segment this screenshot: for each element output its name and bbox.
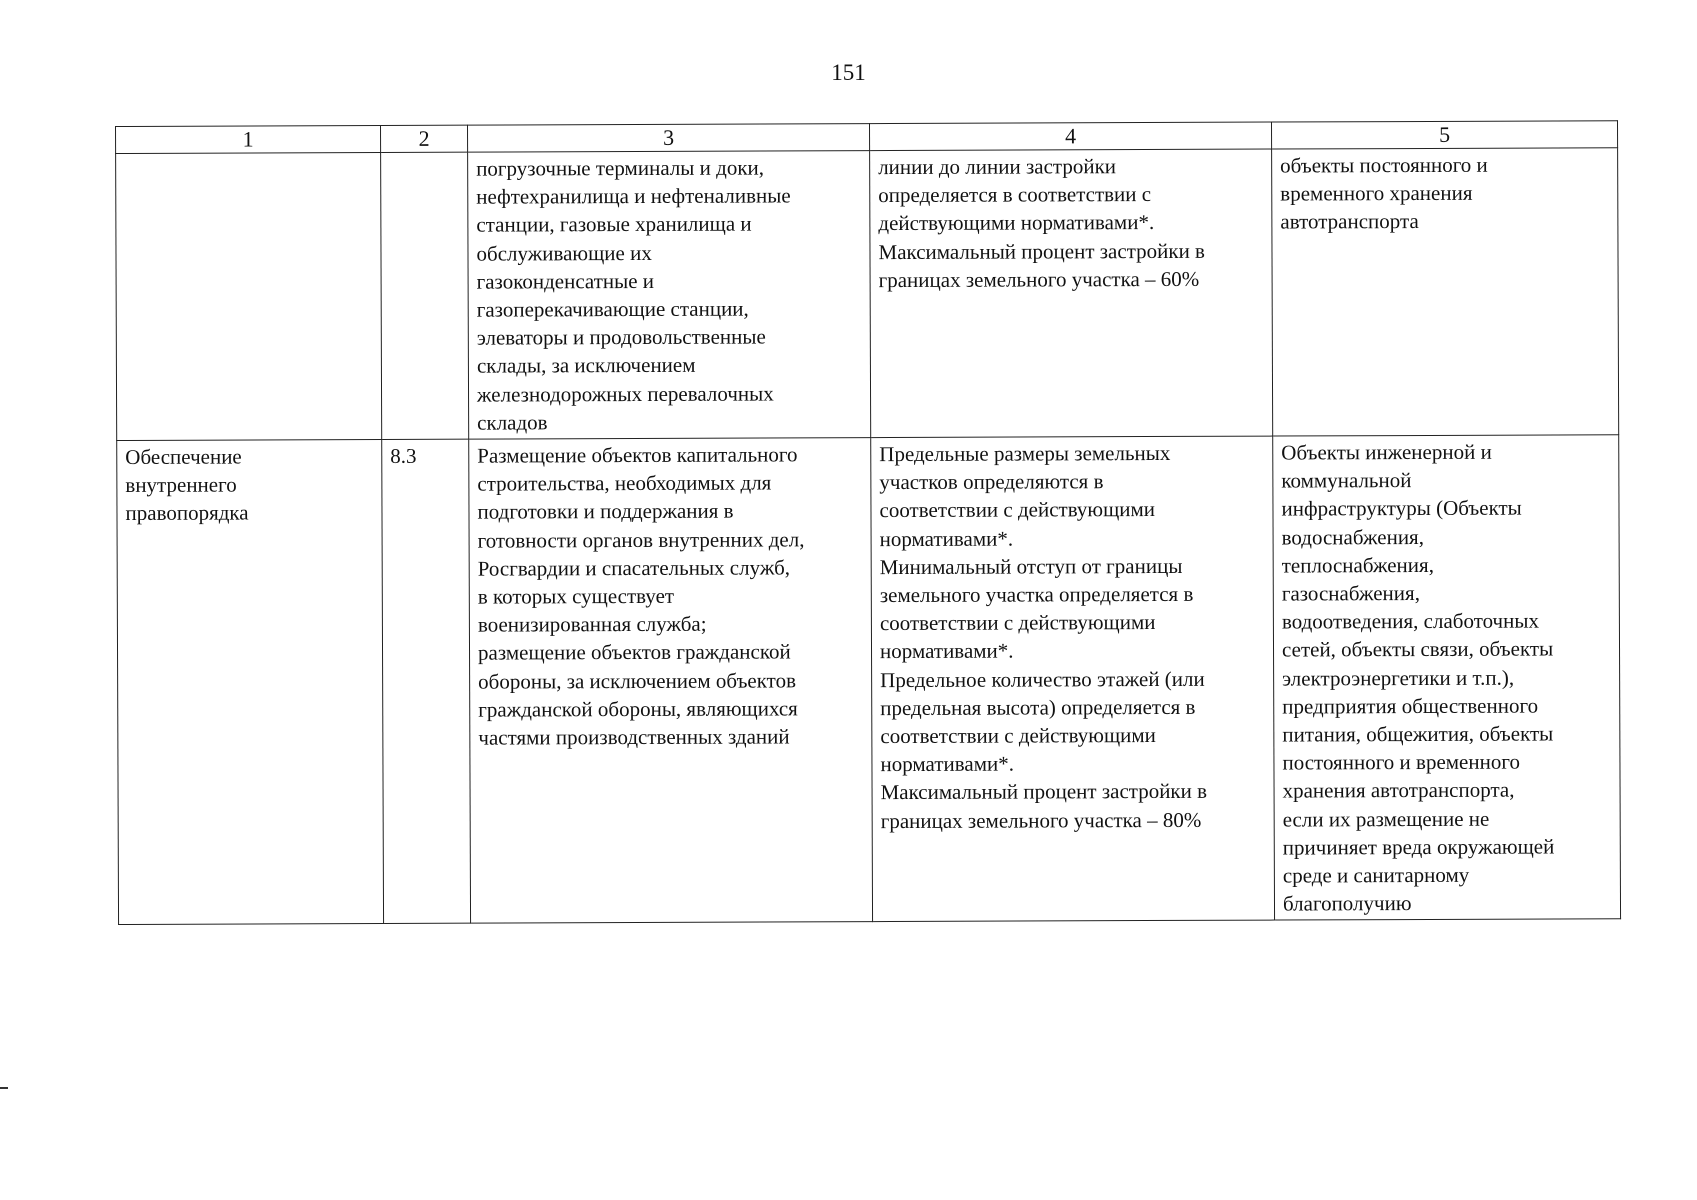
land-use-table <box>115 120 1621 925</box>
use-type-code <box>381 152 469 439</box>
column-header-1: 1 <box>116 125 381 153</box>
use-type-name: Обеспечение внутреннего правопорядка <box>117 440 384 925</box>
column-header-5: 5 <box>1271 121 1617 149</box>
column-header-3: 3 <box>467 124 869 153</box>
column-header-2: 2 <box>380 125 467 152</box>
use-type-description: погрузочные терминалы и доки, нефтехранилища и нефтеналивные станции, газовые хранилища и обслуживающие их газоконденсатные и газоперекачивающие станции, элеваторы и продовольственные склады, за исключением железнодорожных перевалочных складов <box>468 151 871 440</box>
use-type-code: 8.3 <box>382 439 471 924</box>
use-type-name <box>116 152 382 440</box>
use-type-description: Размещение объектов капитального строительства, необходимых для подготовки и поддержания в готовности органов внутренних дел, Росгвардии и спасательных служб, в которых существует военизированная служба; размещение объектов гражданской обороны, за исключением объектов гражданской обороны, являющихся частями производственных зданий <box>469 438 873 924</box>
scan-edge-mark <box>0 1087 8 1089</box>
auxiliary-uses: Объекты инженерной и коммунальной инфраструктуры (Объекты водоснабжения, теплоснабжения, газоснабжения, водоотведения, слаботочных сетей, объекты связи, объекты электроэнергетики и т.п.), предприятия общественного питания, общежития, объекты постоянного и временного хранения автотранспорта, если их размещение не причиняет вреда окружающей среде и санитарному благополучию <box>1273 435 1621 921</box>
auxiliary-uses: объекты постоянного и временного хранения автотранспорта <box>1272 148 1619 436</box>
table-row <box>116 148 1619 441</box>
building-parameters: линии до линии застройки определяется в соответствии с действующими нормативами*. Максимальный процент застройки в границах земельного участка – 60% <box>870 149 1273 438</box>
building-parameters: Предельные размеры земельных участков определяются в соответствии с действующими нормативами*. Минимальный отступ от границы земельного участка определяется в соответствии с действующими нормативами*. Предельное количество этажей (или предельная высота) определяется в соответствии с действующими нормативами*. Максимальный процент застройки в границах земельного участка – 80% <box>871 436 1275 922</box>
table-row <box>117 435 1621 925</box>
page-number: 151 <box>831 60 866 85</box>
column-header-4: 4 <box>869 122 1271 151</box>
